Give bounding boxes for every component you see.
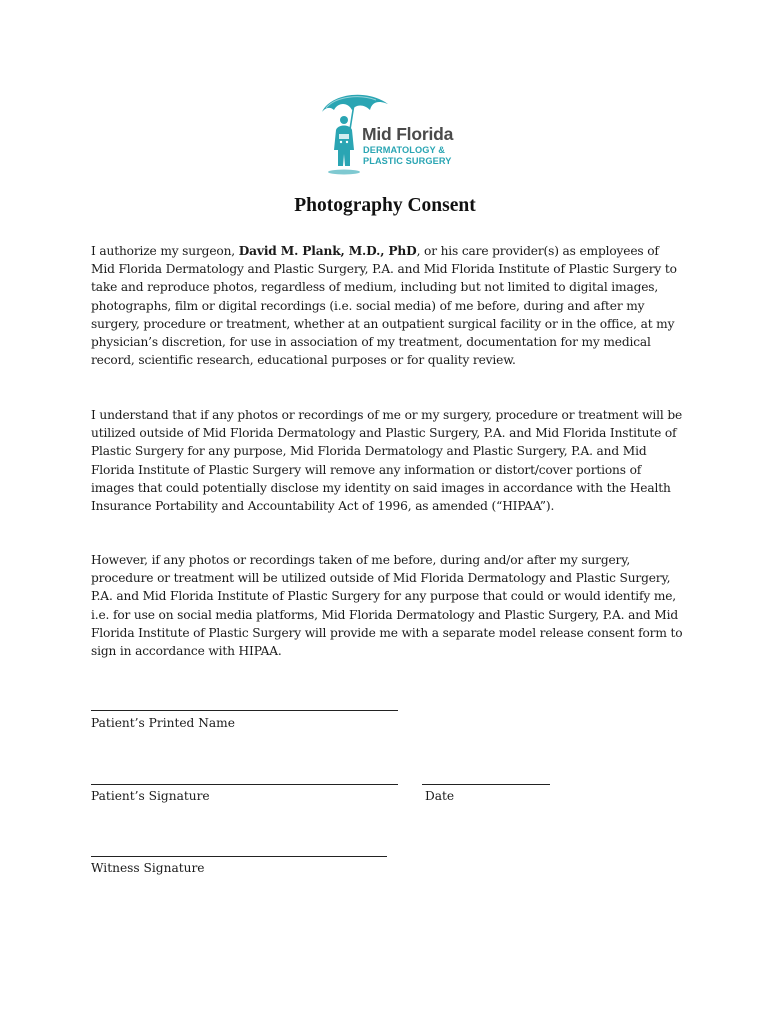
surgeon-name: David M. Plank, M.D., PhD <box>238 244 417 258</box>
paragraph-1-rest: , or his care provider(s) as employees of Mid Florida Dermatology and Plastic Surgery, P.A. and Mid Florida Institute of Plastic Surgery to take and reproduce photos, regardless of medium, including but not limited to digital images, photographs, film or digital recordings (i.e. social media) of me before, during and after my surgery, procedure or treatment, whether at an outpatient surgical facility or in the office, at my physician’s discretion, for use in association of my treatment, documentation for my medical record, scientific research, educational purposes or for quality review. <box>91 244 677 368</box>
patient-signature-label: Patient’s Signature <box>91 789 210 803</box>
printed-name-label: Patient’s Printed Name <box>91 716 235 730</box>
consent-paragraph-3: However, if any photos or recordings taken of me before, during and/or after my surgery, procedure or treatment will be utilized outside of Mid Florida Dermatology and Plastic Surgery, P.A. and Mid Florida Institute of Plastic Surgery for any purpose that could or would identify me, i.e. for use on social media platforms, Mid Florida Dermatology and Plastic Surgery, P.A. and Mid Florida Institute of Plastic Surgery will provide me with a separate model release consent form to sign in accordance with HIPAA. <box>91 553 683 659</box>
logo-name: Mid Florida <box>362 124 454 144</box>
paragraph-1-intro: I authorize my surgeon, <box>91 244 239 258</box>
logo-subtitle-line1: DERMATOLOGY & <box>363 145 445 155</box>
witness-signature-label: Witness Signature <box>91 861 205 875</box>
patient-signature-line[interactable] <box>91 784 398 785</box>
date-line[interactable] <box>422 784 550 785</box>
consent-paragraph-1 <box>91 242 685 369</box>
page-title: Photography Consent <box>294 195 476 216</box>
logo-subtitle-line2: PLASTIC SURGERY <box>363 156 452 166</box>
company-logo <box>316 90 466 182</box>
date-label: Date <box>425 789 455 803</box>
witness-signature-line[interactable] <box>91 856 387 857</box>
consent-paragraph-2: I understand that if any photos or recordings of me or my surgery, procedure or treatment will be utilized outside of Mid Florida Dermatology and Plastic Surgery, P.A. and Mid Florida Institute of Plastic Surgery for any purpose, Mid Florida Dermatology and Plastic Surgery, P.A. and Mid Florida Institute of Plastic Surgery will remove any information or distort/cover portions of images that could potentially disclose my identity on said images in accordance with the Health Insurance Portability and Accountability Act of 1996, as amended (“HIPAA”). <box>91 408 683 514</box>
printed-name-line[interactable] <box>91 710 398 711</box>
